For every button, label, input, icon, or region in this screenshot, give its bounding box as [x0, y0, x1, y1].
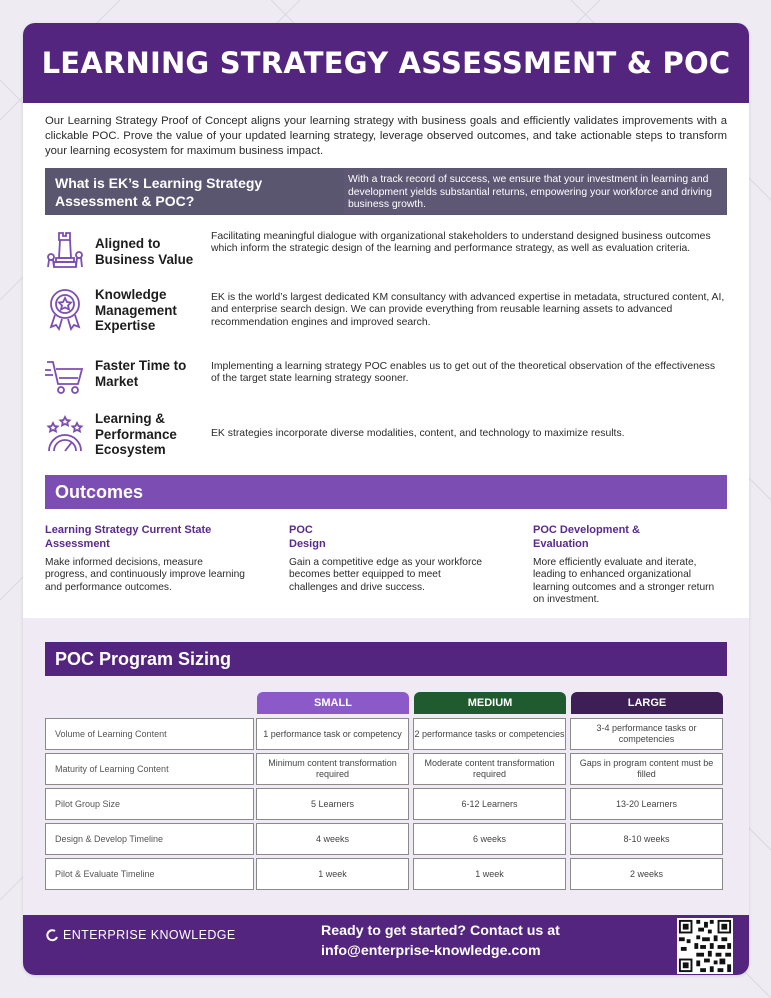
what-is-text: With a track record of success, we ensure that your investment in learning and development yields substantial returns, empowering your workforce and driving business growth.	[344, 169, 726, 214]
feature-learning-ecosystem	[45, 411, 727, 463]
logo-mark-icon	[46, 928, 60, 942]
column-small: SMALL	[257, 692, 409, 714]
outcome-description: Gain a competitive edge as your workforce becomes better equipped to meet challenges and drive success.	[289, 557, 483, 593]
outcome-description: More efficiently evaluate and iterate, leading to enhanced organizational learning outcomes and a stronger return on investment.	[533, 557, 715, 606]
what-is-title: What is EK’s Learning Strategy Assessment & POC?	[46, 169, 344, 214]
cell-small: 4 weeks	[256, 823, 409, 855]
outcome-title: POC Development & Evaluation	[533, 524, 640, 550]
cell-large: 13-20 Learners	[570, 788, 723, 820]
row-label-design-timeline: Design & Develop Timeline	[45, 823, 254, 855]
sizing-heading: POC Program Sizing	[45, 642, 727, 676]
cell-medium: Moderate content transformation required	[413, 753, 566, 785]
outcome-title: POC Design	[289, 524, 326, 550]
header-banner	[23, 23, 749, 103]
award-ribbon-icon	[45, 287, 85, 333]
logo-text: ENTERPRISE KNOWLEDGE	[63, 928, 236, 942]
cell-small: 1 week	[256, 858, 409, 890]
intro-paragraph: Our Learning Strategy Proof of Concept aligns your learning strategy with business goals and efficiently validates improvements with a clickable POC. Prove the value of your updated learning strategy, leverage observed outcomes, and take actionable steps to transform your learning ecosystem for maximum business impact.	[45, 115, 727, 157]
cta-line: Ready to get started? Contact us at	[321, 923, 560, 939]
cell-small: 5 Learners	[256, 788, 409, 820]
flyer-card	[23, 23, 749, 975]
feature-aligned-business-value	[45, 229, 727, 281]
column-large: LARGE	[571, 692, 723, 714]
contact-email-link[interactable]: info@enterprise-knowledge.com	[321, 943, 541, 959]
qr-code[interactable]	[677, 918, 733, 974]
row-label-pilot-timeline: Pilot & Evaluate Timeline	[45, 858, 254, 890]
cell-large: Gaps in program content must be filled	[570, 753, 723, 785]
outcome-poc-development	[533, 523, 728, 607]
cell-small: Minimum content transformation required	[256, 753, 409, 785]
column-medium: MEDIUM	[414, 692, 566, 714]
feature-title: Knowledge Management Expertise	[95, 287, 177, 333]
feature-description: Facilitating meaningful dialogue with organizational stakeholders to understand designed business outcomes which inform the strategic design of the learning and performance strategy, as well as evaluation criteria.	[211, 231, 711, 255]
feature-km-expertise	[45, 287, 727, 339]
feature-title: Faster Time to Market	[95, 358, 187, 389]
gauge-stars-icon	[45, 411, 85, 457]
feature-title: Learning & Performance Ecosystem	[95, 411, 177, 457]
feature-description: EK is the world’s largest dedicated KM consultancy with advanced expertise in metadata, structured content, AI, and enterprise search design. We can provide everything from reusable learning assets to advanced recommendation engines and improved search.	[211, 292, 725, 328]
outcomes-heading: Outcomes	[45, 475, 727, 509]
footer-banner	[23, 915, 749, 975]
feature-description: Implementing a learning strategy POC enables us to get out of the theoretical observation of the effectiveness of the target state learning strategy sooner.	[211, 361, 716, 385]
company-logo	[46, 928, 236, 942]
shopping-cart-icon	[45, 356, 85, 402]
outcome-poc-design	[289, 523, 489, 594]
feature-faster-time-to-market	[45, 356, 727, 408]
cell-large: 2 weeks	[570, 858, 723, 890]
row-label-volume: Volume of Learning Content	[45, 718, 254, 750]
cell-large: 3-4 performance tasks or competencies	[570, 718, 723, 750]
page-title: LEARNING STRATEGY ASSESSMENT & POC	[41, 46, 731, 80]
cell-medium: 2 performance tasks or competencies	[413, 718, 566, 750]
chess-pieces-icon	[45, 229, 85, 275]
cell-large: 8-10 weeks	[570, 823, 723, 855]
row-label-pilot-group: Pilot Group Size	[45, 788, 254, 820]
what-is-box	[45, 168, 727, 215]
cell-medium: 1 week	[413, 858, 566, 890]
outcome-description: Make informed decisions, measure progress, and continuously improve learning and performance outcomes.	[45, 557, 245, 593]
outcome-current-state	[45, 523, 245, 594]
feature-title: Aligned to Business Value	[95, 236, 194, 267]
feature-description: EK strategies incorporate diverse modalities, content, and technology to maximize results.	[211, 428, 625, 439]
outcome-title: Learning Strategy Current State Assessment	[45, 524, 212, 550]
row-label-maturity: Maturity of Learning Content	[45, 753, 254, 785]
cell-medium: 6-12 Learners	[413, 788, 566, 820]
contact-cta	[321, 921, 560, 961]
cell-medium: 6 weeks	[413, 823, 566, 855]
cell-small: 1 performance task or competency	[256, 718, 409, 750]
